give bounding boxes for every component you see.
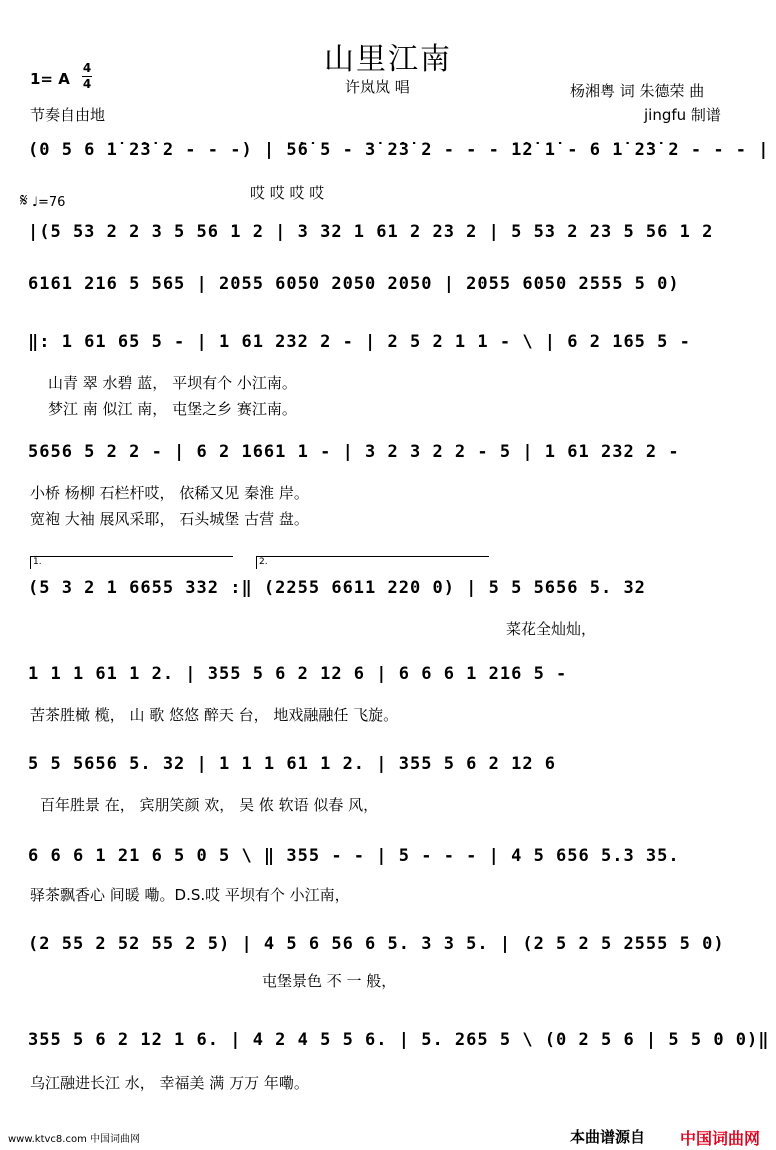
volta-2: 2.	[256, 556, 489, 569]
lyrics-row-10	[0, 970, 776, 990]
notation-line: (2 55 2 52 55 2 5) | 4 5 6 56 6 5. 3 3 5. | (2 5 2 5 2555 5 0)	[28, 934, 725, 954]
lyrics-row-4a	[0, 372, 776, 392]
notation-line: 355 5 6 2 12 1 6. | 4 2 4 5 5 6. | 5. 265 5 \ (0 2 5 6 | 5 5 0 0)‖	[28, 1030, 770, 1050]
lyrics-line: 哎 哎 哎 哎	[250, 184, 325, 202]
notation-line: 5 5 5656 5. 32 | 1 1 1 61 1 2. | 355 5 6 2 12 6	[28, 754, 557, 774]
lyrics-row-4b	[0, 398, 776, 418]
lyrics-line: 山青 翠 水碧 蓝， 平坝有个 小江南。	[48, 374, 297, 392]
score-row-10	[0, 934, 776, 958]
notation-line: ‖: 1 61 65 5 - | 1 61 232 2 - | 2 5 2 1 1 - \ | 6 2 165 5 -	[28, 332, 691, 352]
lyrics-line: 菜花全灿灿，	[506, 620, 597, 638]
time-sig-top: 4	[82, 61, 92, 75]
lyrics-row-1	[0, 182, 776, 202]
footer-brand-logo: 中国词曲网	[680, 1129, 761, 1148]
lyrics-line: 宽袍 大袖 展风采耶， 石头城堡 古营 盘。	[30, 510, 309, 528]
notation-line: 1 1 1 61 1 2. | 355 5 6 2 12 6 | 6 6 6 1 216 5 -	[28, 664, 568, 684]
lyrics-line: 小桥 杨柳 石栏杆哎， 依稀又见 秦淮 岸。	[30, 484, 309, 502]
singer-credit: 许岚岚 唱	[345, 78, 410, 96]
notation-line: 5656 5 2 2 - | 6 2 1661 1 - | 3 2 3 2 2 - 5 | 1 61 232 2 -	[28, 442, 680, 462]
lyrics-line: 屯堡景色 不 一 般，	[262, 972, 397, 990]
volta-1: 1.	[30, 556, 233, 569]
notation-line: |(5 53 2 2 3 5 56 1 2 | 3 32 1 61 2 23 2 | 5 53 2 23 5 56 1 2	[28, 222, 714, 242]
arranger-credit: jingfu 制谱	[644, 106, 721, 124]
lyrics-row-6	[0, 618, 776, 638]
tempo-bpm: ♩=76	[31, 195, 66, 210]
score-row-11	[0, 1030, 776, 1054]
lyrics-row-7	[0, 704, 776, 724]
notation-line: 6 6 6 1 21 6 5 0 5 \ ‖ 355 - - | 5 - - - | 4 5 656 5.3 35.	[28, 846, 680, 866]
lyrics-row-5b	[0, 508, 776, 528]
footer-site: www.ktvc8.com 中国词曲网	[8, 1134, 141, 1145]
composer-credit: 杨湘粤 词 朱德荣 曲	[570, 82, 705, 100]
song-title: 山里江南	[324, 42, 452, 77]
notation-line: (0 5 6 1̇ 2̇3̇ 2 - - -) | 5̇6̇ 5 - 3̇ 2̇3̇ 2 - - - 1̇2̇ 1̇ - 6 1̇ 2̇3̇ 2 - - - |	[28, 140, 770, 160]
score-row-8	[0, 754, 776, 778]
tempo-description: 节奏自由地	[30, 106, 106, 124]
lyrics-row-11	[0, 1072, 776, 1092]
lyrics-row-9	[0, 884, 776, 904]
score-row-1	[0, 140, 776, 164]
lyrics-row-8	[0, 794, 776, 814]
lyrics-line: 百年胜景 在， 宾朋笑颜 欢， 吴 侬 软语 似春 风，	[40, 796, 379, 814]
lyrics-line: 梦江 南 似江 南， 屯堡之乡 赛江南。	[48, 400, 297, 418]
score-row-6	[0, 578, 776, 602]
time-signature	[82, 62, 92, 91]
footer-source-label: 本曲谱源自	[570, 1128, 646, 1146]
key-signature: 1= A	[30, 70, 70, 88]
lyrics-line: 驿茶飘香心 间暖 嘞。D.S.哎 平坝有个 小江南，	[30, 886, 350, 904]
segno-icon: 𝄋	[20, 190, 28, 211]
lyrics-line: 乌江融进长江 水， 幸福美 满 万万 年嘞。	[30, 1074, 309, 1092]
score-row-5	[0, 442, 776, 466]
lyrics-line: 苦茶胜橄 榄， 山 歌 悠悠 醉天 台， 地戏融融任 飞旋。	[30, 706, 399, 724]
time-sig-bottom: 4	[82, 77, 92, 91]
notation-line: 6161 216 5 565 | 2055 6050 2050 2050 | 2055 6050 2555 5 0)	[28, 274, 680, 294]
score-row-9	[0, 846, 776, 870]
score-row-3	[0, 274, 776, 298]
notation-line: (5 3 2 1 6655 332 :‖ (2255 6611 220 0) | 5 5 5656 5. 32	[28, 578, 646, 598]
score-row-4	[0, 332, 776, 356]
score-row-7	[0, 664, 776, 688]
lyrics-row-5a	[0, 482, 776, 502]
score-row-2	[0, 222, 776, 246]
